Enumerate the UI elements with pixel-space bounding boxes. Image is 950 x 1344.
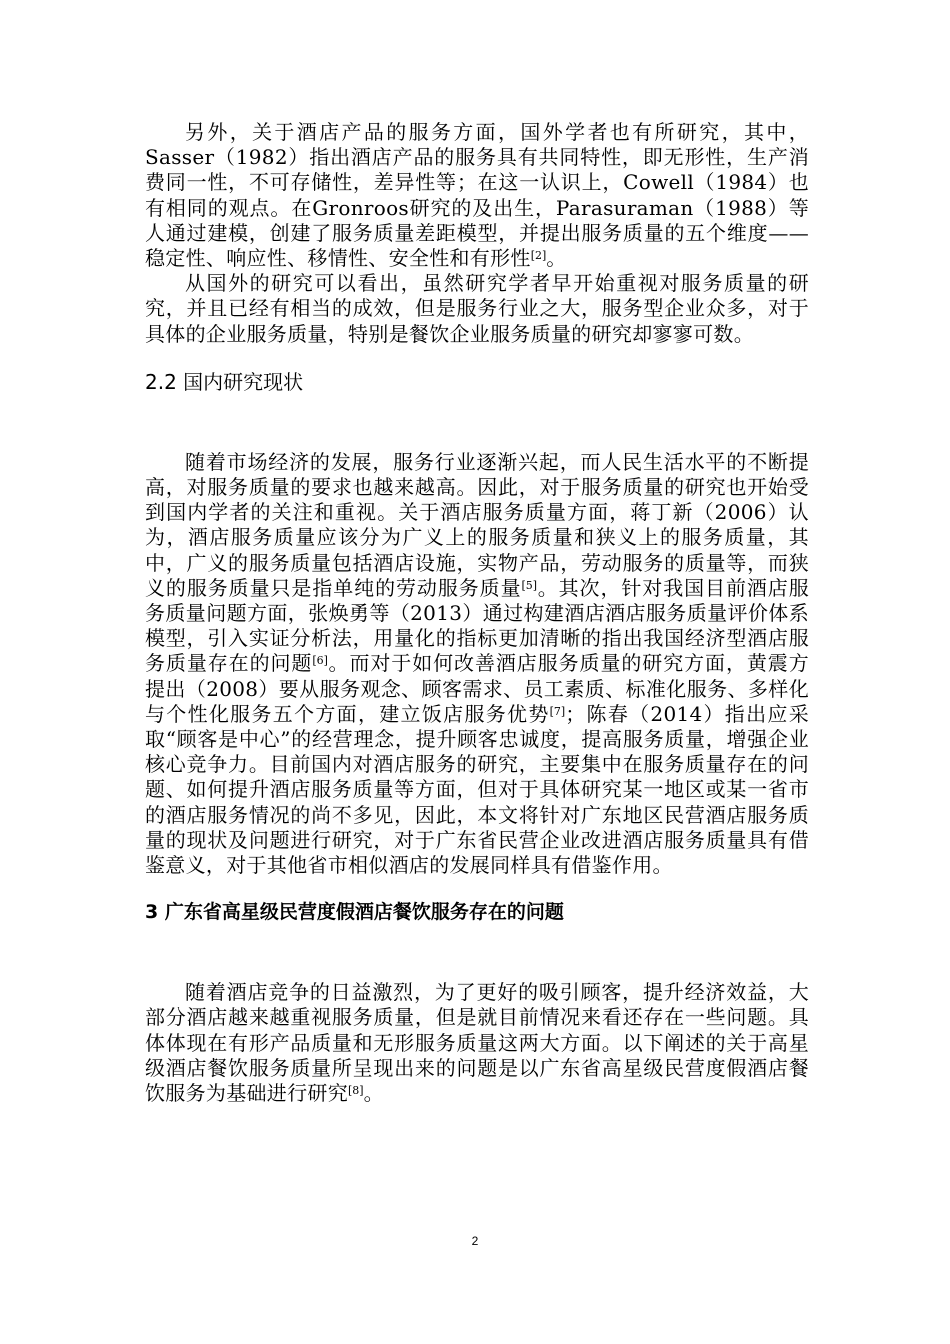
paragraph-foreign-research-services bbox=[145, 120, 809, 271]
citation-ref: [7] bbox=[549, 704, 566, 718]
section-heading-3: 3 广东省高星级民营度假酒店餐饮服务存在的问题 bbox=[145, 901, 564, 924]
paragraph-text: 。 bbox=[363, 1081, 384, 1106]
paragraph-text: 。 bbox=[546, 246, 567, 271]
paragraph-text: 另外，关于酒店产品的服务方面，国外学者也有所研究，其中，Sasser（1982）指出酒店产品的服务具有共同特性，即无形性，生产消费同一性，不可存储性，差异性等；在这一认识上，Cowell（1984）也有相同的观点。在Gronroos研究的及出生，Parasuraman（1988）等人通过建模，创建了服务质量差距模型，并提出服务质量的五个维度——稳定性、响应性、移情性、安全性和有形性 bbox=[145, 120, 809, 271]
document-body bbox=[145, 120, 809, 1106]
paragraph-text: 随着酒店竞争的日益激烈，为了更好的吸引顾客，提升经济效益，大部分酒店越来越重视服务质量，但是就目前情况来看还存在一些问题。具体体现在有形产品质量和无形服务质量这两大方面。以下阐述的关于高星级酒店餐饮服务质量所呈现出来的问题是以广东省高星级民营度假酒店餐饮服务为基础进行研究 bbox=[145, 980, 809, 1106]
section-heading-2-2: 2.2 国内研究现状 bbox=[145, 369, 304, 394]
paragraph-text: ；陈春（2014）指出应采取“顾客是中心”的经营理念，提升顾客忠诚度，提高服务质量，增强企业核心竞争力。目前国内对酒店服务的研究，主要集中在服务质量存在的问题、如何提升酒店服务质量等方面，但对于具体研究某一地区或某一省市的酒店服务情况的尚不多见，因此，本文将针对广东地区民营酒店服务质量的现状及问题进行研究，对于广东省民营企业改进酒店服务质量具有借鉴意义，对于其他省市相似酒店的发展同样具有借鉴作用。 bbox=[145, 701, 809, 878]
paragraph-text: 。其次，针对我国目前酒店服务质量问题方面，张焕勇等（2013）通过构建酒店酒店服务质量评价体系模型，引入实证分析法，用量化的指标更加清晰的指出我国经济型酒店服务质量存在的问题 bbox=[145, 575, 810, 676]
citation-ref: [8] bbox=[348, 1084, 364, 1098]
paragraph-foreign-research-summary: 从国外的研究可以看出，虽然研究学者早开始重视对服务质量的研究，并且已经有相当的成效，但是服务行业之大，服务型企业众多，对于具体的企业服务质量，特别是餐饮企业服务质量的研究却寥寥可数。 bbox=[145, 271, 809, 346]
paragraph-domestic-research bbox=[145, 450, 809, 878]
paragraph-text: 。而对于如何改善酒店服务质量的研究方面，黄震方提出（2008）要从服务观念、顾客需求、员工素质、标准化服务、多样化与个性化服务五个方面，建立饭店服务优势 bbox=[145, 651, 809, 726]
citation-ref: [5] bbox=[521, 578, 538, 592]
citation-ref: [6] bbox=[312, 654, 328, 668]
page-number: 2 bbox=[471, 1234, 479, 1248]
paragraph-text: 随着市场经济的发展，服务行业逐渐兴起，而人民生活水平的不断提高，对服务质量的要求也越来越高。因此，对于服务质量的研究也开始受到国内学者的关注和重视。关于酒店服务质量方面，蒋丁新（2006）认为，酒店服务质量应该分为广义上的服务质量和狭义上的服务质量，其中，广义的服务质量包括酒店设施，实物产品，劳动服务的质量等，而狭义的服务质量只是指单纯的劳动服务质量 bbox=[145, 449, 809, 600]
citation-ref: [2] bbox=[530, 248, 547, 262]
paragraph-problems-intro bbox=[145, 980, 809, 1106]
